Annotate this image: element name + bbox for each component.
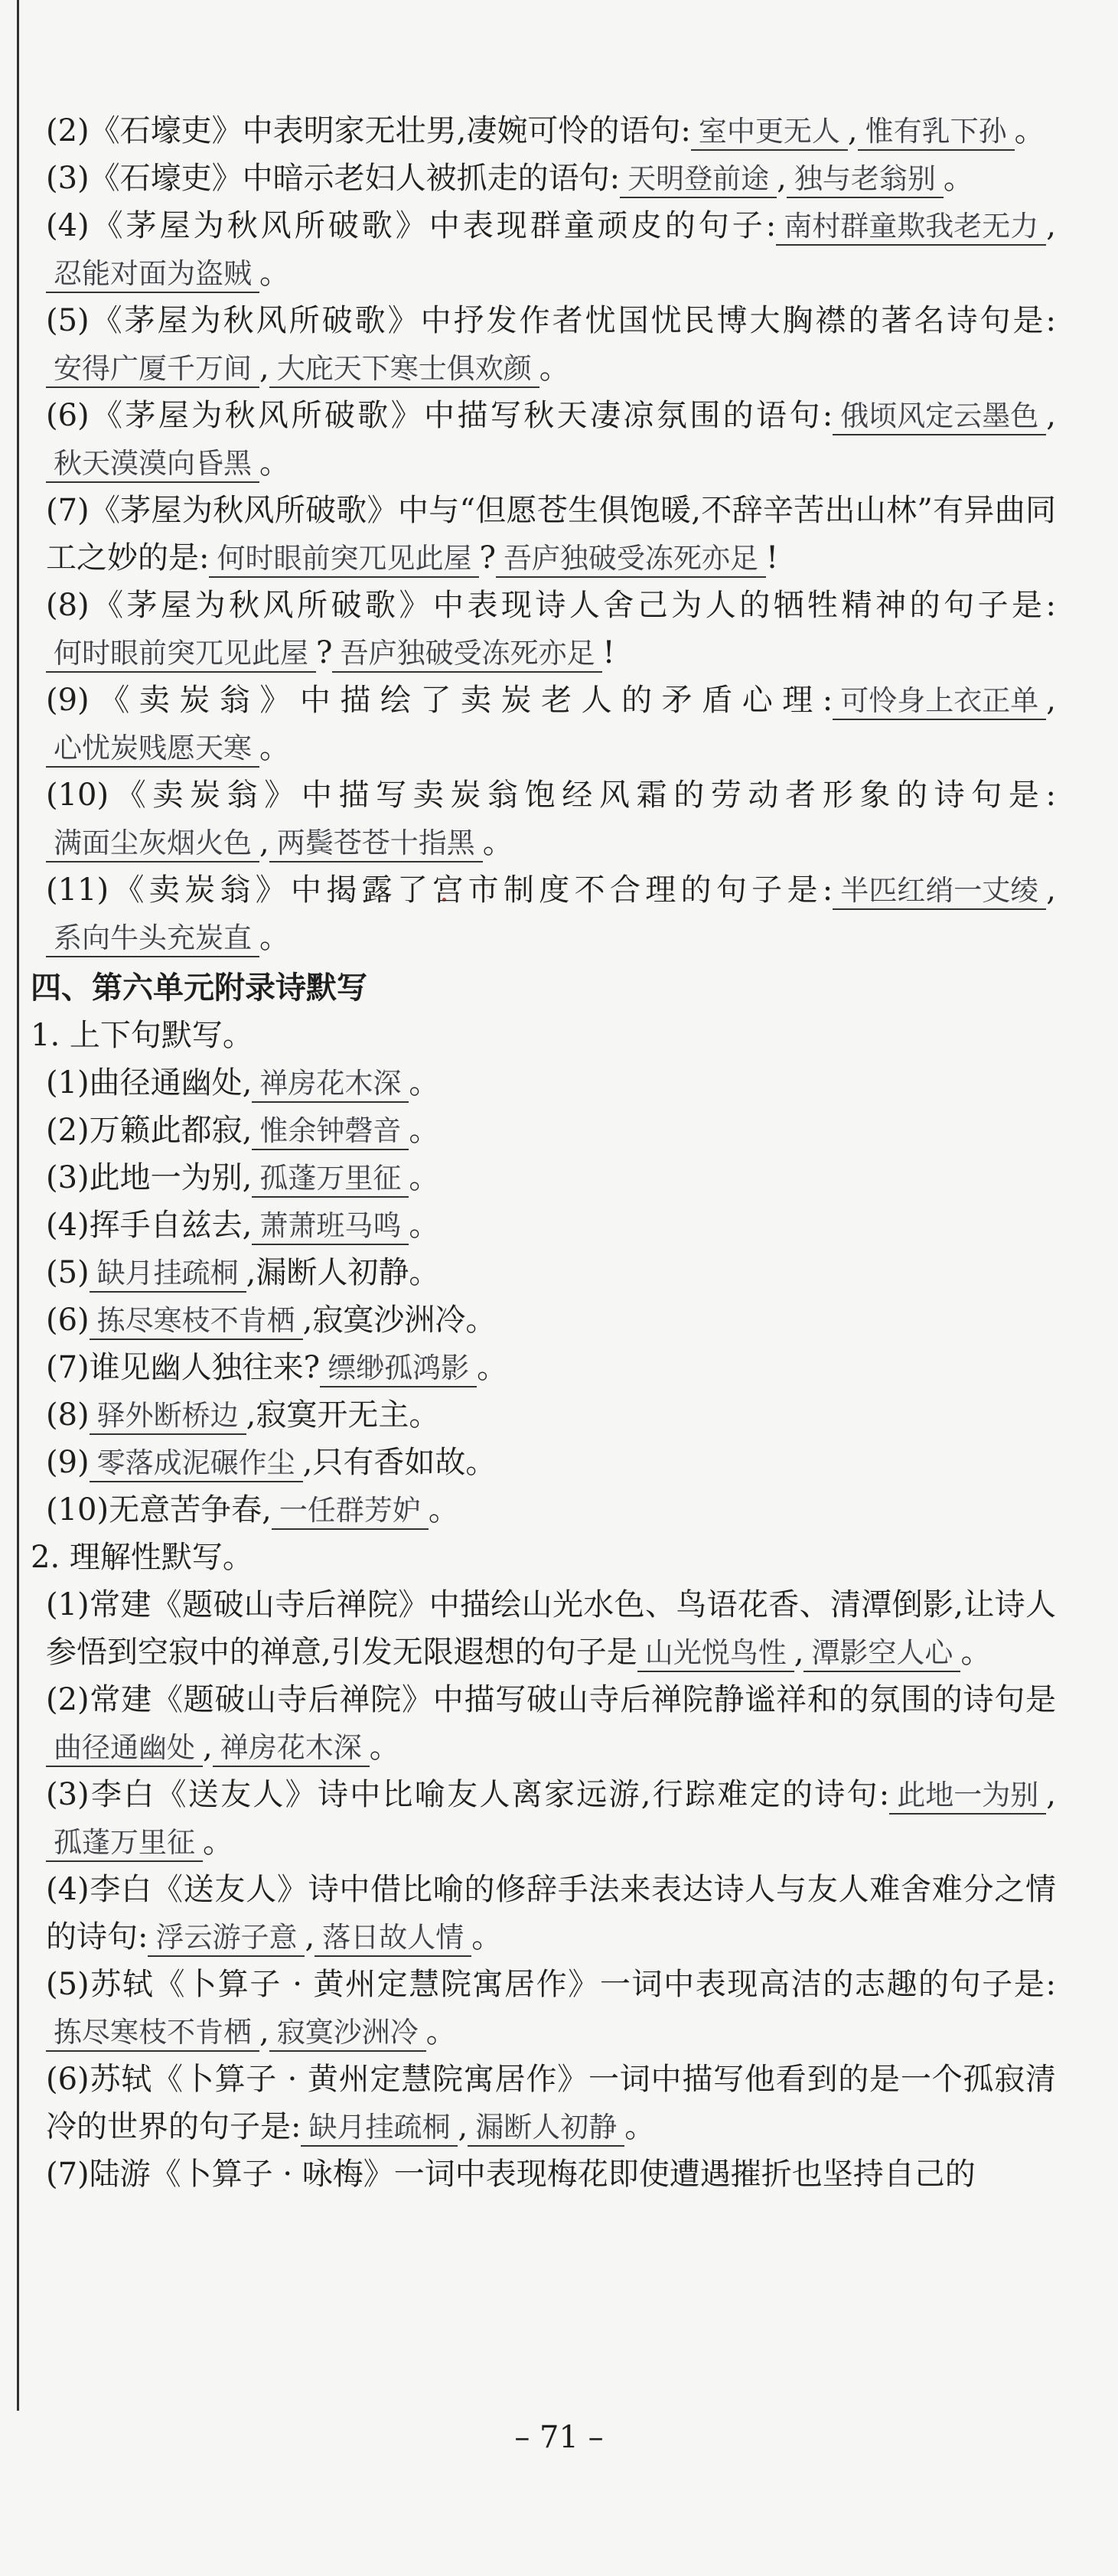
question-text: (2)常建《题破山寺后禅院》中描写破山寺后禅院静谧祥和的氛围的诗句是 <box>46 1682 1056 1717</box>
page-number: – 71 – <box>514 2420 604 2455</box>
part2-title: 2. 理解性默写。 <box>31 1540 253 1575</box>
part2-list <box>31 1581 1056 2198</box>
answer-blank: 南村群童欺我老无力 <box>776 209 1046 246</box>
question-text: (5)《茅屋为秋风所破歌》中抒发作者忧国忧民博大胸襟的著名诗句是: <box>46 303 1056 338</box>
couplet-item <box>31 1202 1056 1249</box>
question-text: (6) <box>46 1303 90 1338</box>
trailing-text: 。 <box>943 161 974 196</box>
comprehension-item <box>31 1581 1056 1676</box>
answer-blank: 禅房花木深 <box>252 1066 409 1103</box>
answer-blank: 两鬓苍苍十指黑 <box>269 826 483 862</box>
punctuation: , <box>777 161 787 196</box>
trailing-text: 。 <box>409 1160 440 1195</box>
question-text: (1)曲径通幽处, <box>46 1065 253 1101</box>
trailing-text: 。 <box>409 1065 440 1101</box>
punctuation: , <box>1046 683 1056 718</box>
answer-blank: 天明登前途 <box>620 161 777 198</box>
question-text: (9)《卖炭翁》中描绘了卖炭老人的矛盾心理: <box>46 683 833 718</box>
punctuation: , <box>259 825 269 860</box>
question-item <box>31 202 1056 297</box>
question-text: (7)《茅屋为秋风所破歌》中与“但愿苍生俱饱暖,不辞辛苦出山林”有异曲同工之妙的是: <box>46 493 1056 576</box>
trailing-text: 。 <box>259 256 290 291</box>
answer-blank: 缺月挂疏桐 <box>301 2110 458 2147</box>
punctuation: , <box>203 1730 213 1765</box>
question-text: (3)李白《送友人》诗中比喻友人离家远游,行踪难定的诗句: <box>46 1777 890 1812</box>
left-margin-line <box>17 0 19 2411</box>
answer-blank: 孤蓬万里征 <box>46 1825 203 1862</box>
answer-blank: 满面尘灰烟火色 <box>46 826 259 862</box>
answer-blank: 浮云游子意 <box>148 1920 305 1957</box>
comprehension-item <box>31 1866 1056 1961</box>
answer-blank: 曲径通幽处 <box>46 1730 203 1767</box>
trailing-text: 。 <box>428 1492 459 1528</box>
answer-blank: 落日故人情 <box>315 1920 471 1957</box>
trailing-text: ,寂寞开无主。 <box>246 1397 440 1433</box>
comprehension-item <box>31 1676 1056 1771</box>
answer-blank: 心忧炭贱愿天寒 <box>46 731 259 768</box>
punctuation: , <box>847 113 858 148</box>
question-item <box>31 107 1056 155</box>
answer-blank: 半匹红绡一丈绫 <box>833 873 1046 910</box>
trailing-text: 。 <box>960 1635 992 1670</box>
question-item <box>31 866 1056 961</box>
answer-blank: 拣尽寒枝不肯栖 <box>46 2015 259 2052</box>
question-text: (2)万籁此都寂, <box>46 1113 253 1148</box>
section-heading: 四、第六单元附录诗默写 <box>31 970 367 1006</box>
question-text: (10)《卖炭翁》中描写卖炭翁饱经风霜的劳动者形象的诗句是: <box>46 778 1056 813</box>
answer-blank: 大庇天下寒士俱欢颜 <box>269 351 539 388</box>
punctuation: , <box>794 1635 804 1670</box>
punctuation: , <box>1046 872 1056 908</box>
answer-blank: 潭影空人心 <box>803 1635 960 1672</box>
part1-title: 1. 上下句默写。 <box>31 1018 253 1053</box>
trailing-text: ,漏断人初静。 <box>246 1255 440 1290</box>
trailing-text: 。 <box>259 445 290 481</box>
trailing-text: ! <box>765 540 779 576</box>
answer-blank: 吾庐独破受冻死亦足 <box>496 541 766 578</box>
answer-blank: 系向牛头充炭直 <box>46 921 259 957</box>
answer-blank: 室中更无人 <box>691 114 848 151</box>
trailing-text: 。 <box>425 2014 457 2049</box>
answer-blank: 何时眼前突兀见此屋 <box>46 636 316 673</box>
comprehension-item <box>31 1771 1056 1866</box>
couplet-item <box>31 1391 1056 1439</box>
question-text: (4)挥手自兹去, <box>46 1208 253 1243</box>
couplet-item <box>31 1249 1056 1296</box>
punctuation: , <box>1046 398 1056 433</box>
trailing-text: ,寂寞沙洲冷。 <box>302 1303 497 1338</box>
trailing-text: 。 <box>369 1730 400 1765</box>
trailing-text: 。 <box>539 351 570 386</box>
couplet-item <box>31 1059 1056 1107</box>
worksheet-content <box>31 107 1056 2198</box>
answer-blank: 何时眼前突兀见此屋 <box>209 541 479 578</box>
answer-blank: 拣尽寒枝不肯栖 <box>90 1303 303 1340</box>
question-text: (11)《卖炭翁》中揭露了宫市制度不合理的句子是: <box>46 872 833 908</box>
couplet-item <box>31 1107 1056 1154</box>
answer-blank: 禅房花木深 <box>213 1730 370 1767</box>
question-text: (3)《石壕吏》中暗示老妇人被抓走的语句: <box>46 161 621 196</box>
answer-blank: 零落成泥碾作尘 <box>90 1446 303 1482</box>
couplet-item <box>31 1154 1056 1202</box>
trailing-text: 。 <box>482 825 513 860</box>
trailing-text: ! <box>602 635 615 670</box>
couplet-item <box>31 1439 1056 1486</box>
answer-blank: 山光悦鸟性 <box>637 1635 794 1672</box>
trailing-text: 。 <box>624 2109 656 2144</box>
answer-blank: 可怜身上衣正单 <box>833 683 1046 720</box>
trailing-text: 。 <box>1014 113 1045 148</box>
trailing-text: 。 <box>409 1208 440 1243</box>
question-text: (8) <box>46 1397 90 1433</box>
trailing-text: ,只有香如故。 <box>302 1445 497 1480</box>
answer-blank: 一任群芳妒 <box>272 1493 429 1530</box>
recitation-section-continued <box>31 107 1056 961</box>
question-item <box>31 677 1056 771</box>
question-item <box>31 582 1056 677</box>
trailing-text: 。 <box>259 920 290 955</box>
comprehension-item <box>31 1961 1056 2056</box>
answer-blank: 惟余钟磬音 <box>252 1114 409 1150</box>
question-text: (6)《茅屋为秋风所破歌》中描写秋天凄凉氛围的语句: <box>46 398 833 433</box>
question-item <box>31 771 1056 866</box>
question-text: (2)《石壕吏》中表明家无壮男,凄婉可怜的语句: <box>46 113 691 148</box>
comprehension-item <box>31 2150 1056 2198</box>
question-text: (8)《茅屋为秋风所破歌》中表现诗人舍己为人的牺牲精神的句子是: <box>46 588 1056 623</box>
answer-blank: 惟有乳下孙 <box>858 114 1015 151</box>
punctuation: , <box>259 2014 269 2049</box>
answer-blank: 寂寞沙洲冷 <box>269 2015 426 2052</box>
question-text: (3)此地一为别, <box>46 1160 253 1195</box>
question-text: (7)陆游《卜算子 · 咏梅》一词中表现梅花即使遭遇摧折也坚持自己的 <box>46 2157 976 2192</box>
punctuation: , <box>1046 208 1056 243</box>
question-text: (5)苏轼《卜算子 · 黄州定慧院寓居作》一词中表现高洁的志趣的句子是: <box>46 1967 1056 2002</box>
question-text: (7)谁见幽人独往来? <box>46 1350 321 1385</box>
answer-blank: 孤蓬万里征 <box>252 1161 409 1198</box>
part1-list <box>31 1059 1056 1534</box>
question-item <box>31 297 1056 392</box>
trailing-text: 。 <box>409 1113 440 1148</box>
punctuation: , <box>1046 1777 1056 1812</box>
punctuation: ? <box>316 635 333 670</box>
answer-blank: 驿外断桥边 <box>90 1398 246 1435</box>
question-text: (9) <box>46 1445 90 1480</box>
couplet-item <box>31 1486 1056 1534</box>
question-item <box>31 392 1056 487</box>
question-text: (1)常建《题破山寺后禅院》中描绘山光水色、鸟语花香、清潭倒影,让诗人参悟到空寂中的禅意,引发无限遐想的句子是 <box>46 1587 1056 1670</box>
trailing-text: 。 <box>203 1824 233 1860</box>
answer-blank: 独与老翁别 <box>787 161 944 198</box>
answer-blank: 缺月挂疏桐 <box>90 1256 246 1293</box>
trailing-text: 。 <box>471 1919 503 1955</box>
answer-blank: 秋天漠漠向昏黑 <box>46 446 259 483</box>
punctuation: , <box>458 2109 468 2144</box>
question-text: (4)李白《送友人》诗中借比喻的修辞手法来表达诗人与友人难舍难分之情的诗句: <box>46 1872 1056 1955</box>
trailing-text: 。 <box>477 1350 508 1385</box>
question-text: (6)苏轼《卜算子 · 黄州定慧院寓居作》一词中描写他看到的是一个孤寂清冷的世界的句子是: <box>46 2062 1056 2144</box>
question-item <box>31 487 1056 582</box>
punctuation: , <box>305 1919 315 1955</box>
punctuation: ? <box>479 540 496 576</box>
answer-blank: 安得广厦千万间 <box>46 351 259 388</box>
answer-blank: 忍能对面为盗贼 <box>46 256 259 293</box>
answer-blank: 漏断人初静 <box>468 2110 624 2147</box>
answer-blank: 俄顷风定云墨色 <box>833 399 1046 435</box>
answer-blank: 萧萧班马鸣 <box>252 1208 409 1245</box>
answer-blank: 缥缈孤鸿影 <box>320 1351 477 1387</box>
question-text: (10)无意苦争春, <box>46 1492 272 1528</box>
question-item <box>31 155 1056 202</box>
comprehension-item <box>31 2056 1056 2150</box>
couplet-item <box>31 1344 1056 1391</box>
couplet-item <box>31 1296 1056 1344</box>
trailing-text: 。 <box>259 730 290 765</box>
answer-blank: 此地一为别 <box>889 1778 1046 1815</box>
punctuation: , <box>259 351 269 386</box>
question-text: (5) <box>46 1255 90 1290</box>
question-text: (4)《茅屋为秋风所破歌》中表现群童顽皮的句子: <box>46 208 777 243</box>
answer-blank: 吾庐独破受冻死亦足 <box>332 636 602 673</box>
